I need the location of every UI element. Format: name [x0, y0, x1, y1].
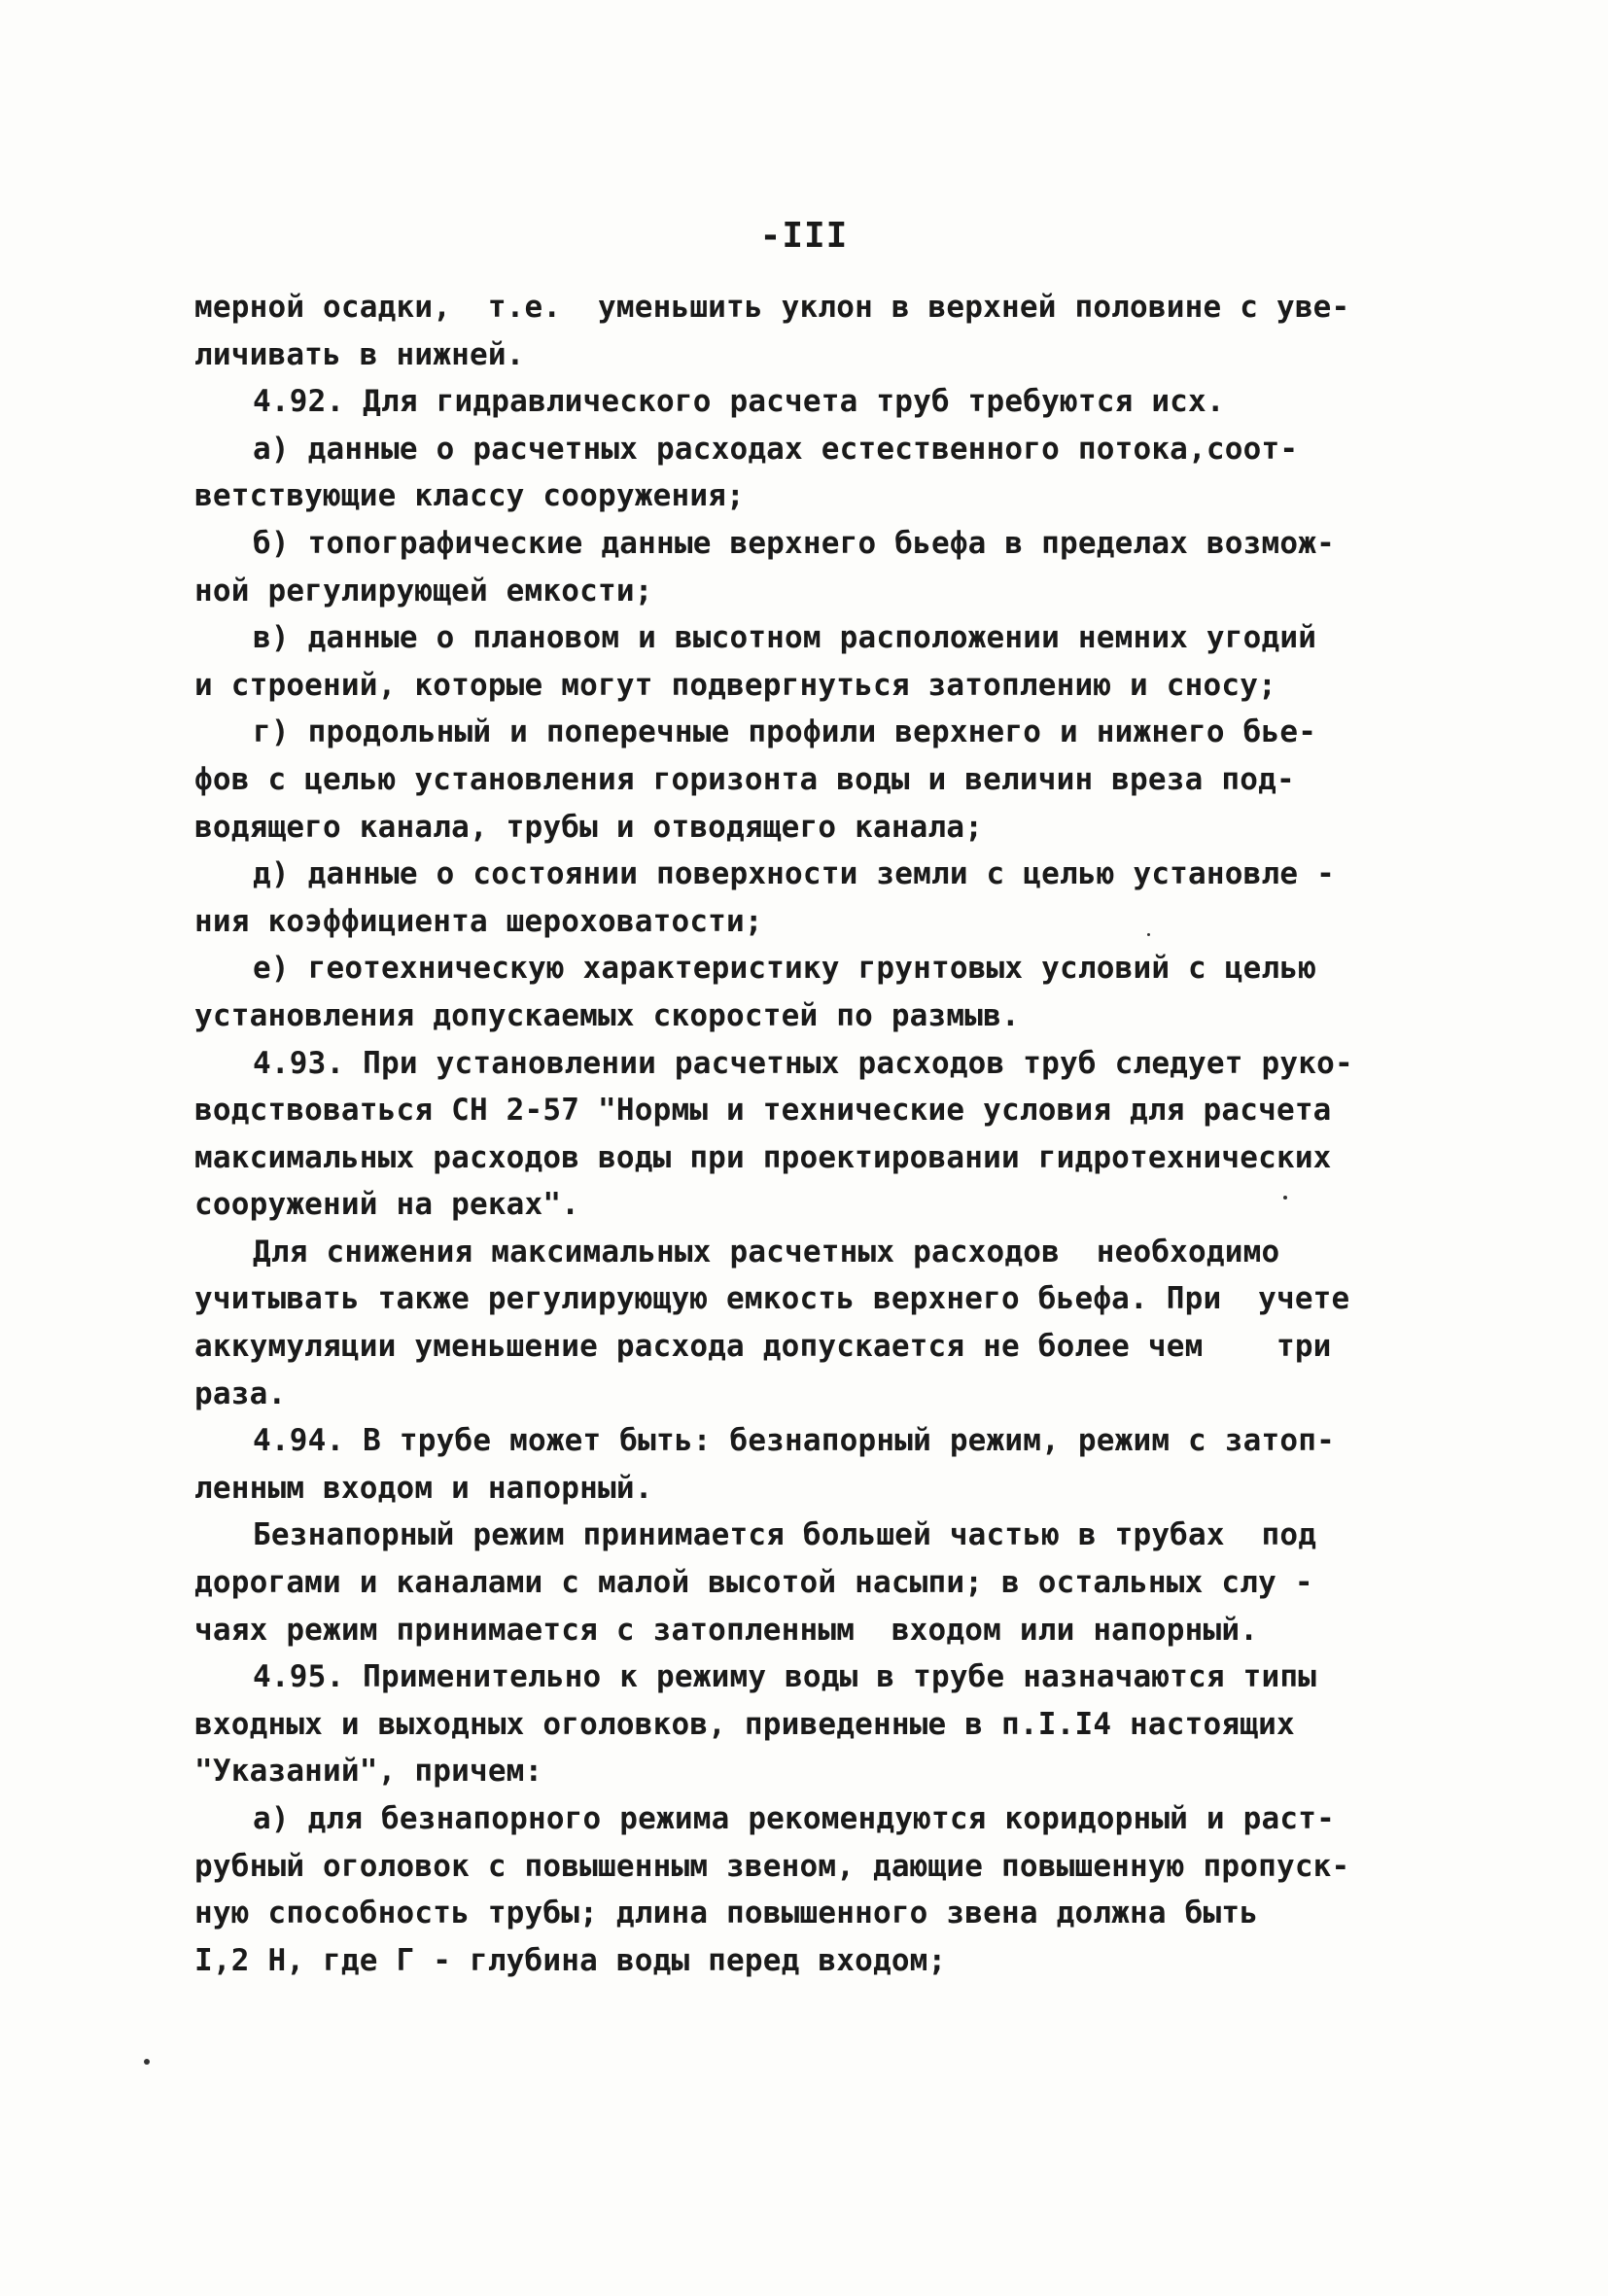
text-line: ной регулирующей емкости; — [194, 573, 653, 609]
text-line: мерной осадки, т.е. уменьшить уклон в верхней половине с уве- — [194, 290, 1350, 325]
text-line: ветствующие классу сооружения; — [194, 478, 745, 514]
text-line: сооружений на реках". — [194, 1187, 580, 1223]
text-line: раза. — [194, 1375, 287, 1411]
text-line: ную способность трубы; длина повышенного звена должна быть — [194, 1896, 1259, 1931]
section-heading-4-93: 4.93. При установлении расчетных расходов труб следует руко- — [253, 1045, 1353, 1081]
text-line: дорогами и каналами с малой высотой насыпи; в остальных слу - — [194, 1565, 1313, 1601]
paragraph-start: Для снижения максимальных расчетных расходов необходимо — [253, 1234, 1280, 1270]
text-line: ленным входом и напорный. — [194, 1470, 653, 1506]
text-line: фов с целью установления горизонта воды и величин вреза под- — [194, 761, 1295, 797]
list-item-b: б) топографические данные верхнего бьефа в пределах возмож- — [253, 525, 1335, 561]
list-item-g: г) продольный и поперечные профили верхнего и нижнего бье- — [253, 714, 1317, 750]
list-item-d: д) данные о состоянии поверхности земли с целью установле - — [253, 856, 1335, 892]
section-heading-4-95: 4.95. Применительно к режиму воды в трубе назначаются типы — [253, 1659, 1317, 1695]
text-line: учитывать также регулирующую емкость верхнего бьефа. При учете — [194, 1281, 1350, 1317]
text-line: максимальных расходов воды при проектировании гидротехнических — [194, 1139, 1332, 1175]
text-line: водствоваться СН 2-57 "Нормы и технические условия для расчета — [194, 1093, 1332, 1129]
text-line: водящего канала, трубы и отводящего канала; — [194, 809, 984, 845]
text-line: рубный оголовок с повышенным звеном, дающие повышенную пропуск- — [194, 1848, 1350, 1884]
page-number: -III — [759, 216, 849, 256]
list-item-v: в) данные о плановом и высотном расположении немних угодий — [253, 620, 1317, 656]
text-line: аккумуляции уменьшение расхода допускается не более чем три — [194, 1329, 1332, 1365]
text-line: чаях режим принимается с затопленным входом или напорный. — [194, 1612, 1259, 1648]
list-item-e: е) геотехническую характеристику грунтовых условий с целью — [253, 951, 1317, 987]
text-line: I,2 H, где Г - глубина воды перед входом; — [194, 1942, 947, 1978]
paragraph-start: Безнапорный режим принимается большей частью в трубах под — [253, 1517, 1317, 1553]
text-line: установления допускаемых скоростей по размыв. — [194, 997, 1020, 1033]
scan-speck — [144, 2059, 150, 2065]
section-heading-4-92: 4.92. Для гидравлического расчета труб требуются исх. — [253, 384, 1225, 420]
list-item-a: а) данные о расчетных расходах естественного потока,соот- — [253, 431, 1299, 467]
text-line: ния коэффициента шероховатости; — [194, 903, 763, 939]
text-line: "Указаний", причем: — [194, 1754, 543, 1790]
text-line: входных и выходных оголовков, приведенные в п.I.I4 настоящих — [194, 1706, 1295, 1742]
list-item-a2: а) для безнапорного режима рекомендуются коридорный и раст- — [253, 1801, 1335, 1836]
scan-speck — [1147, 933, 1150, 936]
text-line: личивать в нижней. — [194, 336, 525, 372]
text-line: и строений, которые могут подвергнуться затоплению и сносу; — [194, 667, 1276, 703]
section-heading-4-94: 4.94. В трубе может быть: безнапорный режим, режим с затоп- — [253, 1423, 1335, 1459]
body-text — [194, 284, 1419, 1984]
scan-speck — [1283, 1196, 1287, 1200]
